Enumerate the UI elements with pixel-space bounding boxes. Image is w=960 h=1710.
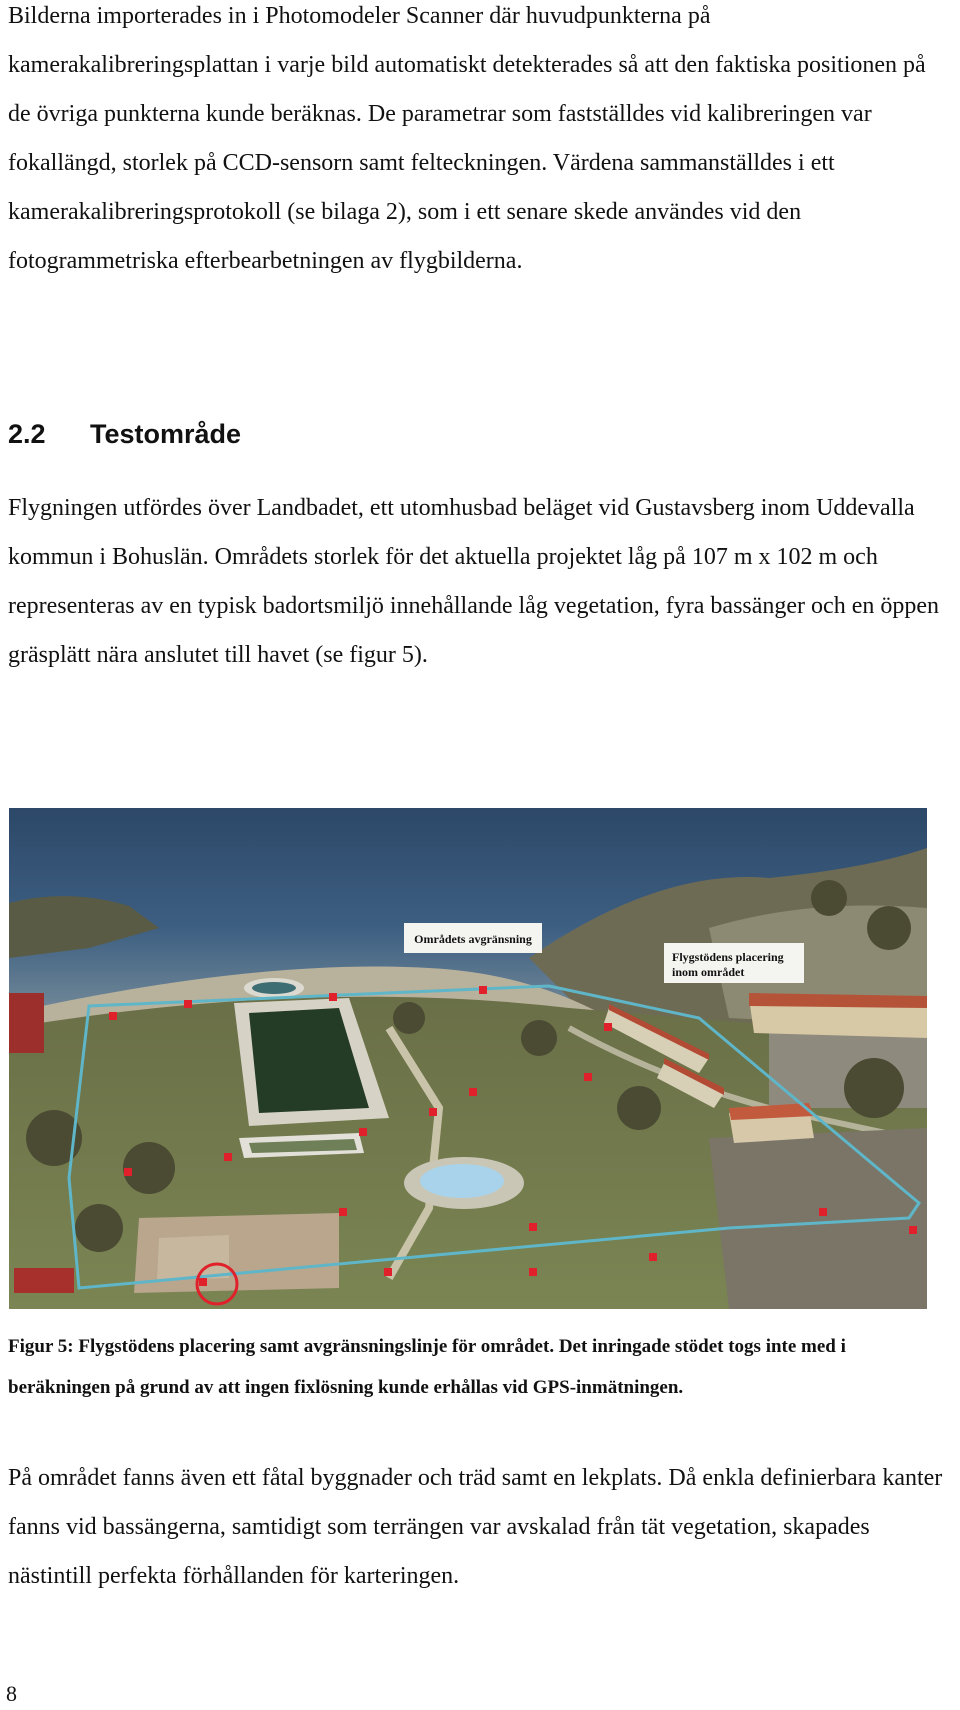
svg-text:inom området: inom området bbox=[672, 965, 745, 979]
paragraph-calibration: Bilderna importerades in i Photomodeler Scanner där huvudpunkterna på kamerakalibreringsplattan i varje bild automatiskt detekterades så att den faktiska positionen på de övriga punkterna kunde beräknas. De parametrar som fastställdes vid kalibreringen var fokallängd, storlek på CCD-sensorn samt felteckningen. Värdena sammanställdes i ett kamerakalibreringsprotokoll (se bilaga 2), som i ett senare skede användes vid den fotogrammetriska efterbearbetningen av flygbilderna. bbox=[8, 3, 926, 274]
svg-text:Områdets avgränsning: Områdets avgränsning bbox=[414, 932, 532, 946]
aerial-photo-figure bbox=[9, 808, 927, 1309]
paragraph-test-area: Flygningen utfördes över Landbadet, ett utomhusbad beläget vid Gustavsberg inom Uddevalla kommun i Bohuslän. Områdets storlek för det aktuella projektet låg på 107 m x 102 m och representeras av en typisk badortsmiljö innehållande låg vegetation, fyra bassänger och en öppen gräsplätt nära anslutet till havet (se figur 5). bbox=[8, 495, 940, 668]
section-number: 2.2 bbox=[8, 419, 46, 449]
section-title: Testområde bbox=[90, 419, 242, 449]
page-number: 8 bbox=[6, 1681, 17, 1706]
round-pool bbox=[404, 1157, 524, 1209]
section-heading bbox=[8, 414, 241, 454]
paragraph-conditions: På området fanns även ett fåtal byggnader och träd samt en lekplats. Då enkla definierbara kanter fanns vid bassängerna, samtidigt som terrängen var avskalad från tät vegetation, skapades nästintill perfekta förhållanden för karteringen. bbox=[8, 1465, 943, 1589]
svg-text:Flygstödens placering: Flygstödens placering bbox=[672, 950, 784, 964]
label-gcp-placement bbox=[664, 943, 804, 983]
label-boundary bbox=[404, 923, 542, 953]
figure-caption: Figur 5: Flygstödens placering samt avgränsningslinje för området. Det inringade stödet togs inte med i beräkningen på grund av att ingen fixlösning kunde erhållas vid GPS-inmätningen. bbox=[8, 1336, 846, 1398]
aerial-photo bbox=[9, 808, 927, 1309]
